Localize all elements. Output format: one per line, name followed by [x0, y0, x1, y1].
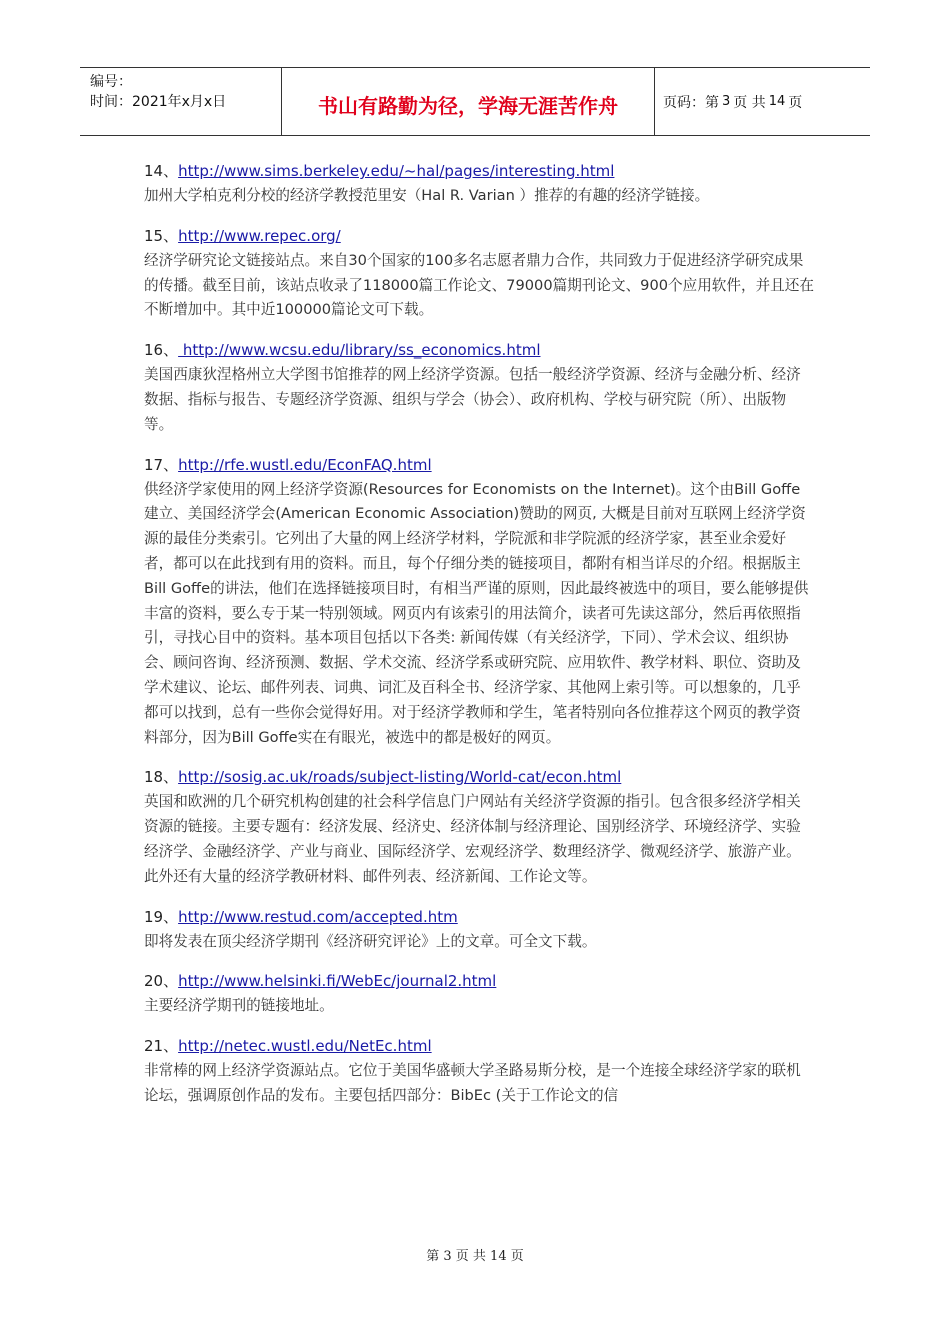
list-item [144, 1033, 814, 1109]
entry-index: 15、 [144, 226, 179, 245]
entry-index: 17、 [144, 455, 179, 474]
entry-index: 19、 [144, 907, 179, 926]
entry-index: 18、 [144, 768, 179, 787]
page-suffix: 页 [788, 94, 803, 111]
entry-description: 经济学研究论文链接站点。来自30个国家的100多名志愿者鼎力合作，共同致力于促进经济学研究成果的传播。截至目前，该站点收录了118000篇工作论文、79000篇期刊论文、900个应用软件，并且还在不断增加中。其中近100000篇论文可下载。 [144, 251, 814, 319]
list-item [144, 968, 814, 1019]
entry-description: 加州大学柏克利分校的经济学教授范里安（Hal R. Varian ）推荐的有趣的经济学链接。 [144, 187, 710, 204]
entry-link[interactable]: http://www.sims.berkeley.edu/~hal/pages/interesting.html [178, 162, 615, 180]
entry-description: 主要经济学期刊的链接地址。 [144, 997, 334, 1015]
entry-link[interactable]: http://sosig.ac.uk/roads/subject-listing/World-cat/econ.html [178, 768, 622, 787]
document-date: 时间：2021年x月x日 [90, 94, 227, 110]
entry-link[interactable]: http://www.helsinki.fi/WebEc/journal2.html [178, 972, 497, 991]
list-item [144, 904, 814, 955]
header-meta [80, 68, 281, 135]
list-item [144, 337, 814, 437]
entry-description: 供经济学家使用的网上经济学资源(Resources for Economists on the Internet)。这个由Bill Goffe建立、美国经济学会(American Economic Association)赞助的网页, 大概是目前对互联网上经济学资源的最佳分类索引。它列出了大量的网上经济学材料，学院派和非学院派的经济学家，甚至业余爱好者，都可以在此找到有用的资料。而且，每个仔细分类的链接项目，都附有相当详尽的介绍。根据版主Bill Goffe的讲法，他们在选择链接项目时，有相当严谨的原则，因此最终被选中的项目，要么能够提供丰富的资料，要么专于某一特别领域。网页内有该索引的用法简介，读者可先读这部分，然后再依照指引，寻找心目中的资料。基本项目包括以下各类: 新闻传媒（有关经济学，下同）、学术会议、组织协会、顾问咨询、经济预测、数据、学术交流、经济学系或研究院、应用软件、教学材料、职位、资助及学术建议、论坛、邮件列表、词典、词汇及百科全书、经济学家、其他网上索引等。可以想象的，几乎都可以找到，总有一些你会觉得好用。对于经济学教师和学生，笔者特别向各位推荐这个网页的教学资料部分，因为Bill Goffe实在有眼光，被选中的都是极好的网页。 [144, 480, 809, 746]
page-mid: 页 共 [733, 94, 766, 111]
entry-index: 14、 [144, 162, 179, 180]
entry-index: 21、 [144, 1037, 179, 1056]
entry-description: 非常棒的网上经济学资源站点。它位于美国华盛顿大学圣路易斯分校，是一个连接全球经济学家的联机论坛，强调原创作品的发布。主要包括四部分：BibEc (关于工作论文的信 [144, 1062, 801, 1104]
page-prefix: 页码：第 [663, 94, 719, 111]
entry-link[interactable]: http://www.repec.org/ [178, 226, 341, 245]
entry-link[interactable]: http://rfe.wustl.edu/EconFAQ.html [178, 455, 432, 474]
entry-index: 20、 [144, 972, 179, 991]
header-motto: 书山有路勤为径，学海无涯苦作舟 [281, 68, 655, 135]
entry-description: 即将发表在顶尖经济学期刊《经济研究评论》上的文章。可全文下载。 [144, 932, 597, 950]
entry-description: 英国和欧洲的几个研究机构创建的社会科学信息门户网站有关经济学资源的指引。包含很多经济学相关资源的链接。主要专题有：经济发展、经济史、经济体制与经济理论、国别经济学、环境经济学、实验经济学、金融经济学、产业与商业、国际经济学、宏观经济学、数理经济学、微观经济学、旅游产业。此外还有大量的经济学教研材料、邮件列表、经济新闻、工作论文等。 [144, 793, 801, 885]
header-page-info [655, 68, 870, 135]
link-list [144, 158, 814, 1123]
page-header [80, 67, 870, 136]
list-item [144, 452, 814, 751]
entry-index: 16、 [144, 341, 179, 360]
list-item [144, 158, 814, 209]
entry-link[interactable]: http://www.wcsu.edu/library/ss_economics.html [178, 341, 541, 360]
page-current: 3 [722, 94, 731, 109]
list-item [144, 223, 814, 323]
list-item [144, 764, 814, 889]
document-number-label: 编号： [90, 74, 132, 90]
entry-link[interactable]: http://www.restud.com/accepted.htm [178, 907, 458, 926]
entry-link[interactable]: http://netec.wustl.edu/NetEc.html [178, 1037, 432, 1056]
page-footer: 第 3 页 共 14 页 [426, 1249, 524, 1264]
page-total: 14 [768, 94, 786, 109]
entry-description: 美国西康狄涅格州立大学图书馆推荐的网上经济学资源。包括一般经济学资源、经济与金融分析、经济数据、指标与报告、专题经济学资源、组织与学会（协会）、政府机构、学校与研究院（所）、出版物等。 [144, 366, 801, 433]
